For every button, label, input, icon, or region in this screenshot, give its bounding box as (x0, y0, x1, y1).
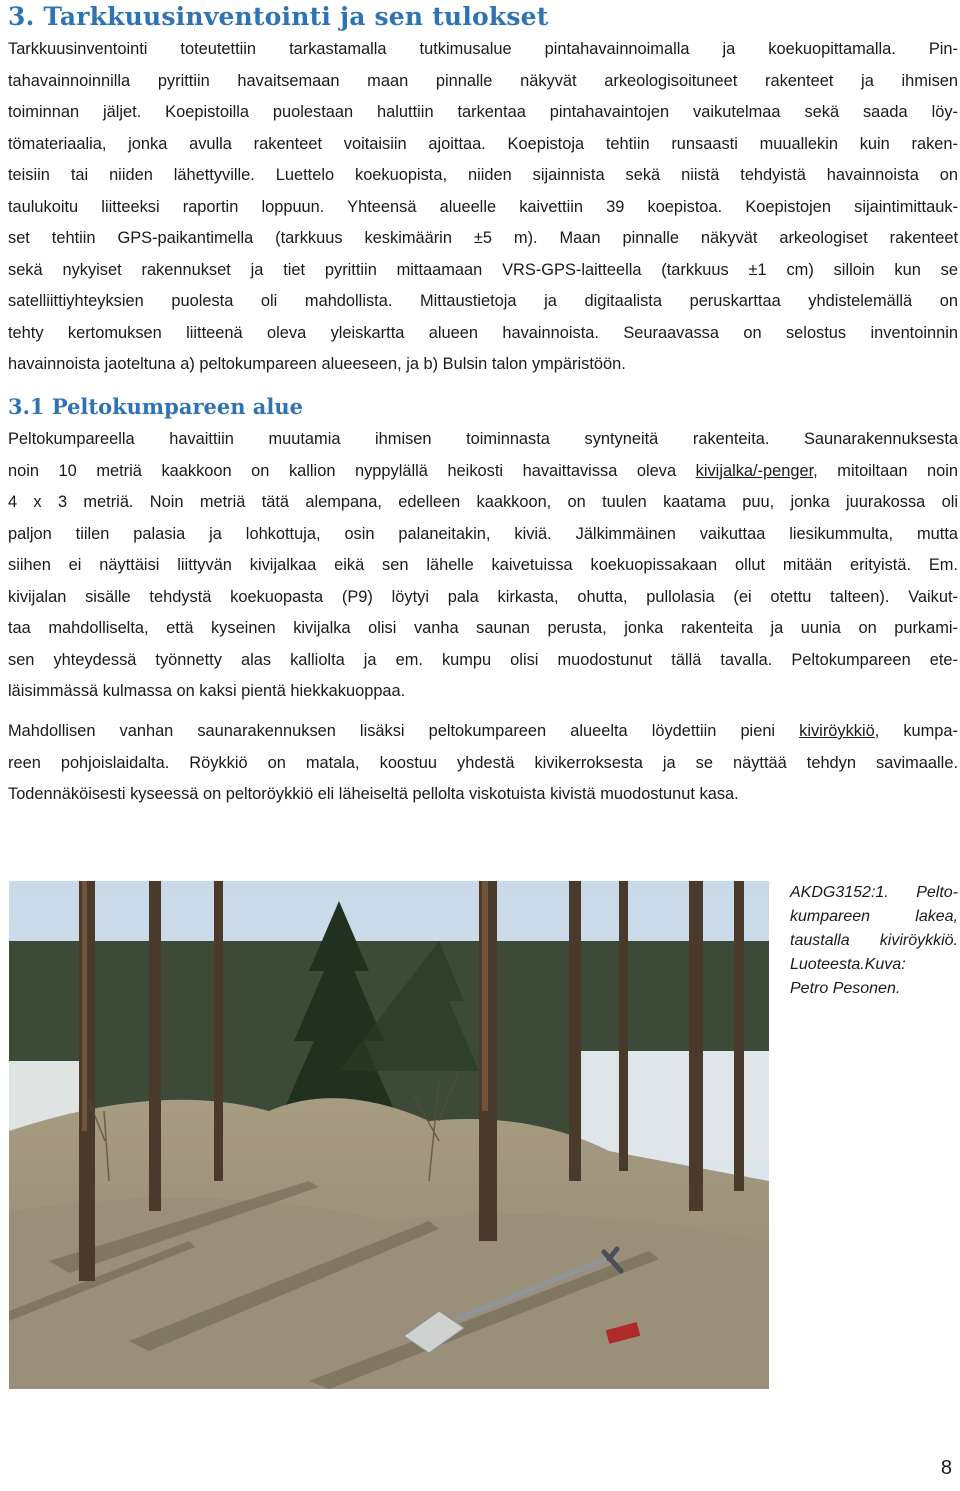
caption-line: Petro Pesonen. (790, 980, 901, 997)
field-photo (9, 881, 769, 1389)
peltokumpare-paragraph (8, 424, 958, 708)
text-line: kivijalan sisälle tehdystä koekuopasta (P9) löytyi pala kirkasta, ohutta, pullolasia (ei otettu talteen). Vaikut- (8, 587, 958, 606)
text-line: siihen ei näyttäisi liittyvän kivijalkaa eikä sen lähelle kaivetuissa koekuopissakaan ollut mitään erityistä. Em. (8, 556, 958, 574)
section-heading: 3. Tarkkuusinventointi ja sen tulokset (8, 2, 549, 31)
text-span: noin 10 metriä kaakkoon on kallion nyppylällä heikosti havaittavissa oleva (8, 461, 696, 480)
text-line: paljon tiilen palasia ja lohkottuja, osin palaneitakin, kiviä. Jälkimmäinen vaikuttaa liesikummulta, mutta (8, 524, 958, 543)
text-line: Tarkkuusinventointi toteutettiin tarkastamalla tutkimusalue pintahavainnoimalla ja koekuopittamalla. Pin- (8, 40, 958, 58)
underlined-term-kivijalka: kivijalka/-penger (695, 461, 814, 480)
text-line: tehty kertomuksen liitteenä oleva yleiskartta alueen havainnoista. Seuraavassa on selostus inventoinnin (8, 323, 958, 342)
text-line: taa mahdolliselta, että kyseinen kivijalka olisi vanha saunan perusta, jonka rakenteita ja uunia on purkami- (8, 619, 958, 637)
text-span: , kumpa- (874, 722, 958, 740)
forest-photo-illustration (9, 881, 769, 1389)
text-line (8, 456, 958, 488)
text-line (8, 716, 958, 748)
text-line: taulukoitu liitteeksi raportin loppuun. Yhteensä alueelle kaivettiin 39 koepistoa. Koepistojen sijaintimittauk- (8, 197, 958, 216)
subsection-heading: 3.1 Peltokumpareen alue (8, 394, 304, 419)
caption-line: Luoteesta.Kuva: (790, 956, 906, 973)
text-line: läisimmässä kulmassa on kaksi pientä hiekkakuoppaa. (8, 682, 406, 700)
text-line: sen yhteydessä työnnetty alas kalliolta ja em. kumpu olisi muodostunut tällä tavalla. Peltokumpareen ete- (8, 650, 958, 669)
text-line: sekä nykyiset rakennukset ja tiet pyrittiin mittaamaan VRS-GPS-laitteella (tarkkuus ±1 cm) silloin kun se (8, 260, 958, 279)
caption-line: kumpareen lakea, (790, 908, 958, 925)
text-line: teisiin tai niiden lähettyville. Luettelo koekuopista, niiden sijainnista sekä niistä tehdyistä havainnoista on (8, 166, 958, 184)
text-line: tömateriaalia, jonka avulla rakenteet voitaisiin ajoittaa. Koepistoja tehtiin runsaasti muuallekin kuin raken- (8, 134, 958, 153)
page-number: 8 (940, 1457, 952, 1479)
text-line: havainnoista jaoteltuna a) peltokumpareen alueeseen, ja b) Bulsin talon ympäristöön. (8, 355, 626, 373)
photo-caption (790, 881, 958, 1001)
text-span: Mahdollisen vanhan saunarakennuksen lisäksi peltokumpareen alueelta löydettiin pieni (8, 722, 800, 740)
underlined-term-kiviroykkio: kiviröykkiö (799, 722, 875, 740)
text-line: tahavainnoinnilla pyrittiin havaitsemaan maan pinnalle näkyvät arkeologisoituneet rakenteet ja ihmisen (8, 71, 958, 90)
text-line: toiminnan jäljet. Koepistoilla puolestaan haluttiin tarkentaa pintahavaintojen vaikutelmaa sekä saada löy- (8, 103, 958, 121)
text-span: , mitoiltaan noin (813, 461, 958, 480)
kiviroykkio-paragraph (8, 716, 958, 811)
text-line: set tehtiin GPS-paikantimella (tarkkuus keskimäärin ±5 m). Maan pinnalle näkyvät arkeologiset rakenteet (8, 229, 958, 247)
text-line: 4 x 3 metriä. Noin metriä tätä alempana, edelleen kaakkoon, on tuulen kaatama puu, jonka juurakossa oli (8, 493, 958, 511)
text-line: Peltokumpareella havaittiin muutamia ihmisen toiminnasta syntyneitä rakenteita. Saunarakennuksesta (8, 430, 958, 448)
text-line: satelliittiyhteyksien puolesta oli mahdollista. Mittaustietoja ja digitaalista peruskarttaa yhdistelemällä on (8, 292, 958, 310)
caption-line: taustalla kiviröykkiö. (790, 932, 958, 949)
text-line: reen pohjoislaidalta. Röykkiö on matala, koostuu yhdestä kivikerroksesta ja se näyttää tehdyn savimaalle. (8, 753, 958, 772)
caption-line: AKDG3152:1. Pelto- (790, 884, 958, 901)
intro-paragraph (8, 34, 958, 381)
text-line: Todennäköisesti kyseessä on peltoröykkiö eli läheiseltä pellolta viskotuista kivistä muodostunut kasa. (8, 785, 739, 803)
